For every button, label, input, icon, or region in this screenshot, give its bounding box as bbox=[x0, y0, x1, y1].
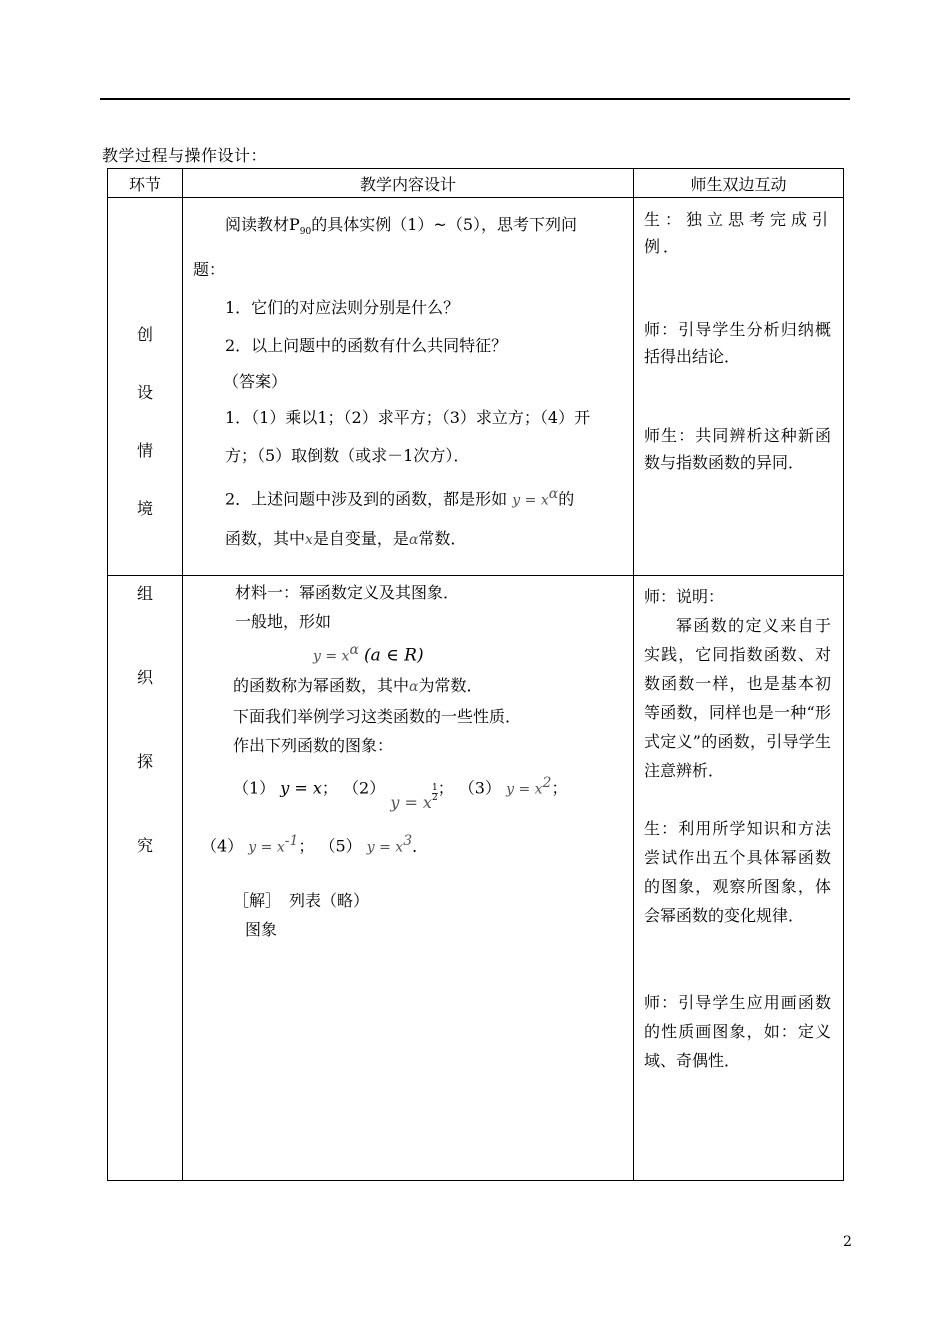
answer-1-line-1: 1．（1）乘以1；（2）求平方；（3）求立方；（4）开 bbox=[225, 408, 591, 428]
text: 的 bbox=[558, 489, 575, 509]
formula-condition: (a ∈ R) bbox=[364, 645, 424, 666]
table-header-row bbox=[108, 169, 844, 198]
separator: ； bbox=[437, 778, 454, 798]
function-list-2 bbox=[183, 824, 633, 864]
function-list-1 bbox=[183, 762, 633, 823]
stage-char: 织 bbox=[136, 668, 153, 687]
material-title: 材料一：幂函数定义及其图象． bbox=[235, 583, 460, 602]
text: 2．上述问题中涉及到的函数，都是形如 bbox=[225, 489, 508, 509]
function-5: y = x bbox=[366, 838, 404, 855]
terminator: ． bbox=[412, 835, 429, 855]
stage-char: 境 bbox=[136, 499, 153, 518]
plot-instruction: 作出下列函数的图象： bbox=[233, 736, 394, 756]
stage-char: 究 bbox=[136, 836, 153, 855]
header-interaction: 师生双边互动 bbox=[634, 169, 844, 198]
numerator: 1 bbox=[431, 782, 438, 793]
variable-alpha: α bbox=[408, 531, 419, 548]
separator: ； bbox=[298, 835, 315, 855]
stage-char: 探 bbox=[136, 752, 153, 771]
text: 常数． bbox=[418, 528, 467, 548]
item-label: （4） bbox=[201, 835, 244, 855]
content-cell-1 bbox=[183, 198, 634, 576]
function-4: y = x bbox=[248, 838, 285, 855]
formula-exponent: 2 bbox=[542, 775, 552, 792]
interaction-note: 师生：共同辨析这种新函数与指数函数的异同． bbox=[644, 426, 831, 472]
stage-char: 设 bbox=[136, 383, 153, 402]
denominator: 2 bbox=[431, 792, 438, 803]
interaction-note: 师：引导学生分析归纳概括得出结论． bbox=[644, 320, 831, 366]
interaction-cell-2 bbox=[634, 576, 844, 1181]
header-stage: 环节 bbox=[108, 169, 183, 198]
stage-label-create-situation bbox=[108, 198, 183, 576]
function-2: y = x bbox=[390, 792, 432, 812]
interaction-note: 幂函数的定义来自于实践，它同指数函数、对数函数一样，也是基本初等函数，同样也是一种“形式定义”的函数，引导学生注意辨析． bbox=[644, 616, 831, 780]
formula: y = x bbox=[313, 648, 350, 665]
text: 的函数称为幂函数，其中 bbox=[233, 676, 410, 696]
table-row bbox=[108, 576, 844, 1181]
question-2: 2．以上问题中的函数有什么共同特征？ bbox=[225, 336, 508, 356]
function-1: y = x bbox=[280, 778, 322, 798]
formula-exponent: α bbox=[548, 486, 559, 503]
interaction-cell-1 bbox=[634, 198, 844, 576]
solution-line: ［解］ 列表（略） bbox=[233, 890, 370, 910]
variable-alpha: α bbox=[409, 679, 419, 696]
header-rule bbox=[100, 98, 850, 100]
interaction-note: 师：说明： bbox=[644, 587, 725, 606]
content-cell-2 bbox=[183, 576, 634, 1181]
item-label: （3） bbox=[458, 778, 501, 798]
formula-exponent: α bbox=[349, 642, 359, 658]
formula-exponent: 3 bbox=[403, 832, 413, 849]
answer-2-line-2 bbox=[183, 520, 633, 559]
intro-line bbox=[183, 206, 633, 251]
formula: y = x bbox=[512, 492, 549, 509]
item-label: （5） bbox=[319, 835, 362, 855]
separator: ； bbox=[551, 778, 568, 798]
formula-exponent: -1 bbox=[284, 832, 299, 849]
stage-char: 创 bbox=[136, 325, 153, 344]
question-1: 1．它们的对应法则分别是什么？ bbox=[225, 298, 460, 318]
function-3: y = x bbox=[506, 781, 543, 798]
interaction-note: 生：利用所学知识和方法尝试作出五个具体幂函数的图象，观察所图象，体会幂函数的变化规律． bbox=[644, 819, 831, 925]
variable-x: x bbox=[305, 531, 313, 548]
stage-char: 组 bbox=[136, 584, 153, 603]
table-row bbox=[108, 198, 844, 576]
text: 90 bbox=[299, 227, 312, 238]
stage-label-organize-explore bbox=[108, 576, 183, 1181]
interaction-note: 师：引导学生应用画函数的性质画图象，如：定义域、奇偶性． bbox=[644, 993, 831, 1070]
text: 为常数． bbox=[418, 676, 483, 696]
answer-label: （答案） bbox=[223, 372, 288, 392]
item-label: （1） bbox=[233, 778, 276, 798]
graph-label: 图象 bbox=[245, 919, 278, 939]
page-number: 2 bbox=[843, 1234, 852, 1250]
header-content: 教学内容设计 bbox=[183, 169, 634, 198]
section-heading: 教学过程与操作设计： bbox=[102, 146, 268, 165]
definition-intro: 一般地，形如 bbox=[235, 612, 332, 631]
intro-line-2: 题： bbox=[193, 260, 226, 280]
answer-2-line-1 bbox=[183, 475, 633, 519]
text: 阅读教材P bbox=[225, 215, 300, 234]
text: 是自变量，是 bbox=[312, 528, 409, 548]
interaction-note: 生：独立思考完成引例． bbox=[644, 210, 831, 256]
lesson-table bbox=[107, 168, 844, 1181]
definition-formula bbox=[183, 636, 633, 671]
item-label: （2） bbox=[343, 778, 386, 798]
example-intro: 下面我们举例学习这类函数的一些性质． bbox=[233, 707, 522, 727]
text: 的具体实例（1）~（5），思考下列问 bbox=[311, 215, 578, 234]
text: 函数，其中 bbox=[225, 528, 306, 548]
separator: ； bbox=[321, 778, 338, 798]
answer-1-line-2: 方；（5）取倒数（或求－1次方）． bbox=[225, 446, 470, 466]
stage-char: 情 bbox=[136, 441, 153, 460]
definition-text bbox=[183, 671, 633, 702]
